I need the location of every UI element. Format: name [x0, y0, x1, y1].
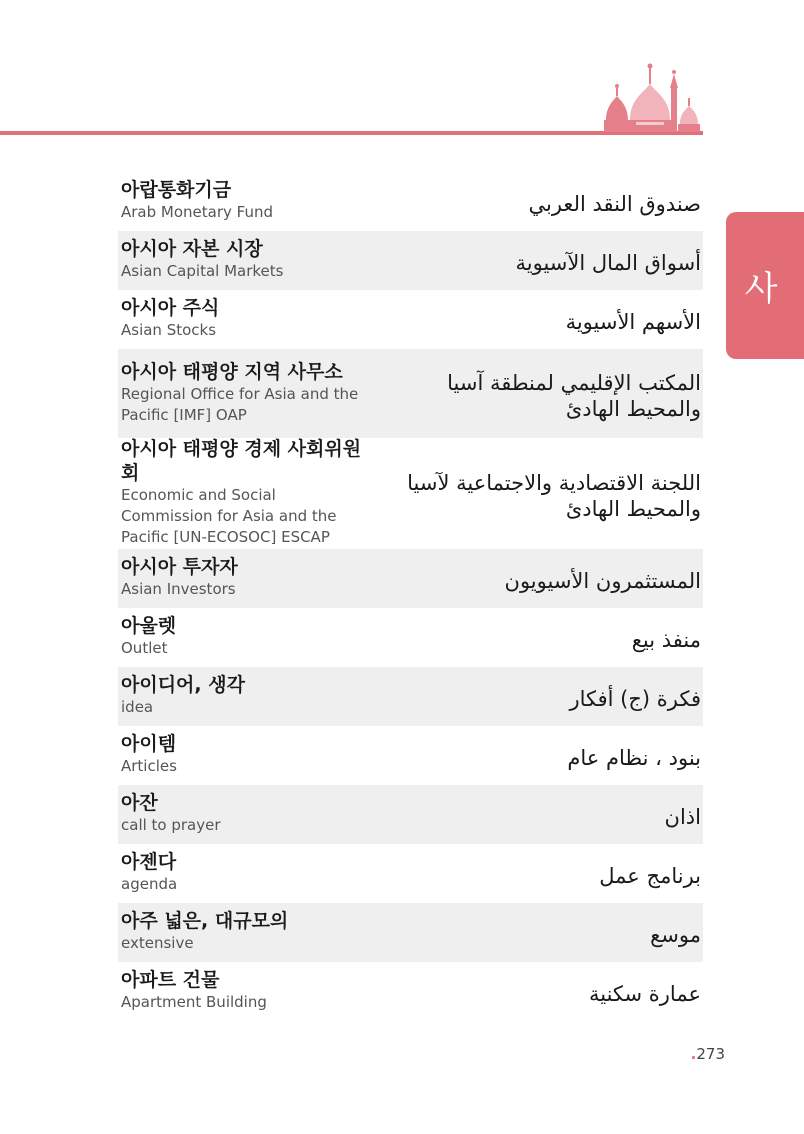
section-tab — [726, 212, 804, 359]
english-term: call to prayer — [121, 816, 221, 834]
korean-term: 아이디어, 생각 — [121, 674, 245, 696]
page-number — [691, 1045, 725, 1063]
glossary-entry — [118, 962, 703, 1021]
korean-term: 아파트 건물 — [121, 969, 220, 991]
arabic-term: المكتب الإقليمي لمنطقة آسيا والمحيط الهادئ — [447, 370, 701, 421]
korean-term: 아시아 태평양 지역 사무소 — [121, 360, 343, 383]
arabic-term: اذان — [664, 804, 701, 829]
english-term: agenda — [121, 875, 178, 893]
glossary-entry — [118, 844, 703, 903]
arabic-term: عمارة سكنية — [588, 981, 701, 1006]
glossary-entry — [118, 349, 703, 438]
arabic-term: المستثمرون الأسيويون — [504, 568, 701, 593]
arabic-term: صندوق النقد العربي — [528, 191, 701, 216]
english-term: Articles — [121, 757, 177, 775]
korean-term: 아시아 자본 시장 — [121, 238, 263, 260]
glossary-entry — [118, 290, 703, 349]
arabic-term: اللجنة الاقتصادية والاجتماعية لآسيا والمحيط الهادئ — [407, 470, 701, 521]
arabic-term: أسواق المال الآسيوية — [515, 250, 701, 275]
korean-term: 아시아 투자자 — [121, 556, 238, 578]
arabic-term: موسع — [650, 922, 701, 947]
korean-term: 아주 넓은, 대규모의 — [121, 910, 289, 932]
glossary-entry — [118, 785, 703, 844]
korean-term: 아젠다 — [121, 851, 177, 873]
english-term: extensive — [121, 934, 194, 952]
english-term: Asian Investors — [121, 580, 236, 598]
glossary-entry — [118, 608, 703, 667]
korean-term: 아이템 — [121, 733, 177, 755]
mosque-illustration — [600, 60, 704, 134]
page-number-value: 273 — [696, 1045, 725, 1063]
english-term: Regional Office for Asia and the Pacific [IMF] OAP — [121, 384, 359, 424]
english-term: Outlet — [121, 639, 168, 657]
glossary-entry — [118, 438, 703, 549]
glossary-entry — [118, 231, 703, 290]
korean-term: 아시아 태평양 경제 사회위원회 — [121, 438, 362, 484]
glossary-entry — [118, 903, 703, 962]
english-term: idea — [121, 698, 154, 716]
korean-term: 아잔 — [121, 792, 158, 814]
arabic-term: برنامج عمل — [599, 863, 701, 888]
header-rule — [0, 131, 703, 135]
glossary-entry — [118, 726, 703, 785]
glossary-list — [118, 172, 703, 1021]
english-term: Asian Capital Markets — [121, 262, 284, 280]
korean-term: 아랍통화기금 — [121, 179, 232, 201]
english-term: Arab Monetary Fund — [121, 203, 273, 221]
arabic-term: الأسهم الأسيوية — [565, 309, 701, 334]
korean-term: 아시아 주식 — [121, 297, 220, 319]
section-tab-letter: 사 — [744, 269, 778, 309]
english-term: Apartment Building — [121, 993, 267, 1011]
english-term: Economic and Social Commission for Asia and the Pacific [UN-ECOSOC] ESCAP — [121, 486, 337, 546]
arabic-term: منفذ بيع — [631, 627, 701, 652]
glossary-entry — [118, 172, 703, 231]
arabic-term: فكرة (ج) أفكار — [569, 686, 701, 711]
glossary-entry — [118, 667, 703, 726]
glossary-entry — [118, 549, 703, 608]
arabic-term: بنود ، نظام عام — [567, 745, 701, 770]
english-term: Asian Stocks — [121, 321, 217, 339]
page-number-dot: . — [690, 1045, 697, 1063]
korean-term: 아울렛 — [121, 615, 177, 637]
